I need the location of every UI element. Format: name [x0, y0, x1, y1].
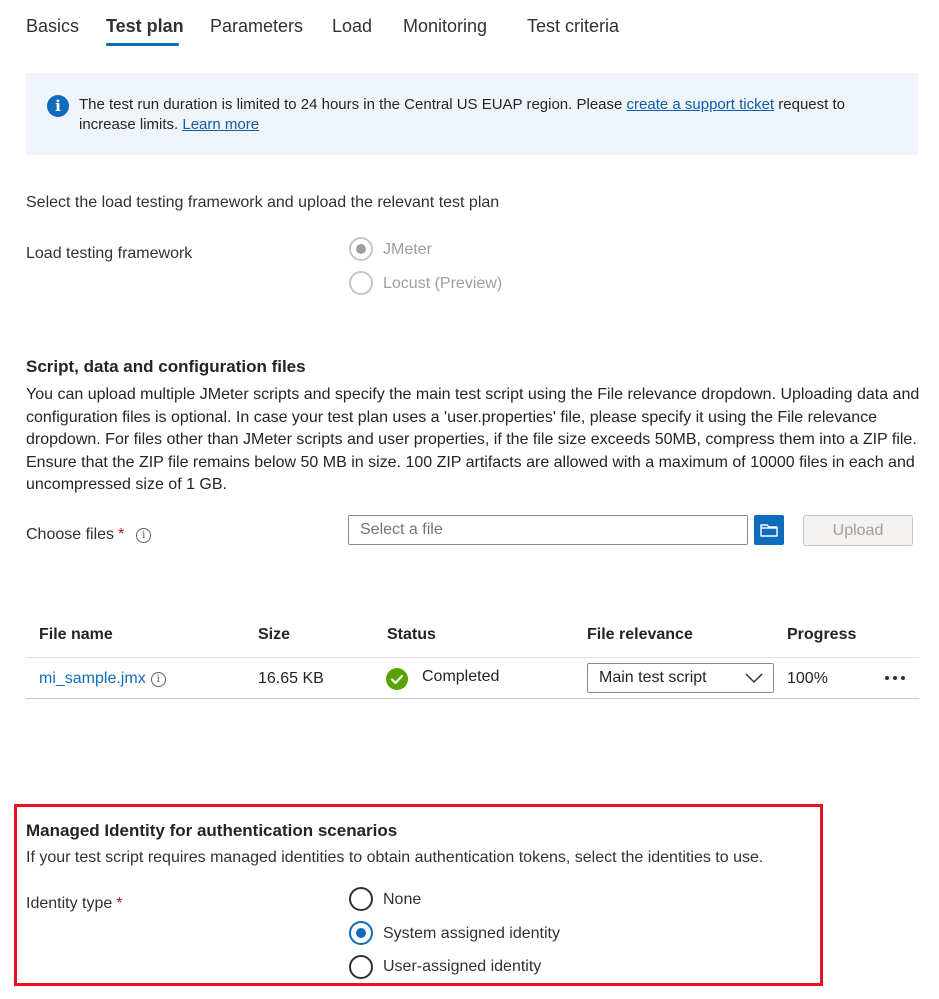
required-mark: *	[116, 895, 123, 912]
files-section-description: You can upload multiple JMeter scripts and specify the main test script using the File relevance dropdown. Uploading data and configuration files is optional. In case your test plan uses a 'user.properties' file, please specify it using the File relevance dropdown. For files other than JMeter scripts and user properties, if the file size exceeds 50MB, compress them into a ZIP file. Ensure that the ZIP file remains below 50 MB in size. 100 ZIP artifacts are allowed with a maximum of 10000 files in each and uncompressed size of 1 GB.	[26, 386, 920, 494]
file-size: 16.65 KB	[258, 670, 324, 687]
files-section-title: Script, data and configuration files	[26, 357, 306, 376]
folder-icon	[754, 515, 784, 545]
radio-identity-none-label: None	[383, 891, 422, 908]
info-icon[interactable]: i	[136, 528, 151, 543]
radio-identity-user[interactable]	[349, 955, 373, 979]
col-header-progress: Progress	[787, 626, 857, 643]
status-text: Completed	[422, 668, 500, 685]
tab-load[interactable]: Load	[332, 16, 373, 36]
identity-type-label: Identity type *	[26, 895, 123, 912]
radio-identity-system[interactable]	[349, 921, 373, 945]
radio-identity-system-label: System assigned identity	[383, 925, 560, 942]
radio-locust[interactable]	[349, 271, 373, 295]
info-icon[interactable]: i	[151, 672, 166, 687]
learn-more-link[interactable]: Learn more	[182, 116, 260, 133]
progress-value: 100%	[787, 670, 828, 687]
radio-jmeter[interactable]	[349, 237, 373, 261]
required-mark: *	[118, 526, 125, 543]
file-name-link[interactable]: mi_sample.jmx	[39, 670, 146, 687]
active-tab-indicator	[106, 43, 179, 46]
choose-files-label: Choose files * i	[26, 526, 151, 544]
radio-identity-user-label: User-assigned identity	[383, 958, 542, 975]
table-row-divider	[26, 698, 919, 699]
identity-section-description: If your test script requires managed identities to obtain authentication tokens, select the identities to use.	[26, 849, 764, 866]
browse-folder-button[interactable]	[754, 515, 784, 545]
banner-text: The test run duration is limited to 24 hours in the Central US EUAP region. Please create a support ticket request to increase limits. Learn more	[79, 96, 845, 133]
info-banner	[26, 73, 918, 155]
tab-basics[interactable]: Basics	[26, 16, 80, 36]
file-name-cell	[39, 670, 166, 688]
info-icon: i	[47, 95, 69, 117]
file-relevance-value: Main test script	[599, 669, 707, 686]
framework-intro: Select the load testing framework and upload the relevant test plan	[26, 194, 500, 211]
tab-parameters[interactable]: Parameters	[210, 16, 304, 36]
create-support-ticket-link[interactable]: create a support ticket	[626, 96, 775, 113]
checkmark-icon	[386, 668, 408, 690]
radio-jmeter-label: JMeter	[383, 241, 432, 258]
file-select-input[interactable]	[348, 515, 748, 545]
tab-test-criteria[interactable]: Test criteria	[527, 16, 620, 36]
radio-identity-none[interactable]	[349, 887, 373, 911]
upload-button[interactable]: Upload	[803, 515, 913, 546]
file-relevance-dropdown[interactable]	[587, 663, 774, 693]
framework-label: Load testing framework	[26, 245, 193, 262]
more-options-icon[interactable]	[880, 666, 910, 690]
radio-locust-label: Locust (Preview)	[383, 275, 503, 292]
col-header-status: Status	[387, 626, 436, 643]
col-header-file-name: File name	[39, 626, 113, 643]
identity-section-title: Managed Identity for authentication scenarios	[26, 821, 398, 840]
col-header-file-relevance: File relevance	[587, 626, 693, 643]
col-header-size: Size	[258, 626, 291, 643]
tab-test-plan[interactable]: Test plan	[106, 16, 184, 36]
chevron-down-icon	[745, 672, 763, 684]
table-header-divider	[26, 657, 919, 658]
tab-monitoring[interactable]: Monitoring	[403, 16, 488, 36]
